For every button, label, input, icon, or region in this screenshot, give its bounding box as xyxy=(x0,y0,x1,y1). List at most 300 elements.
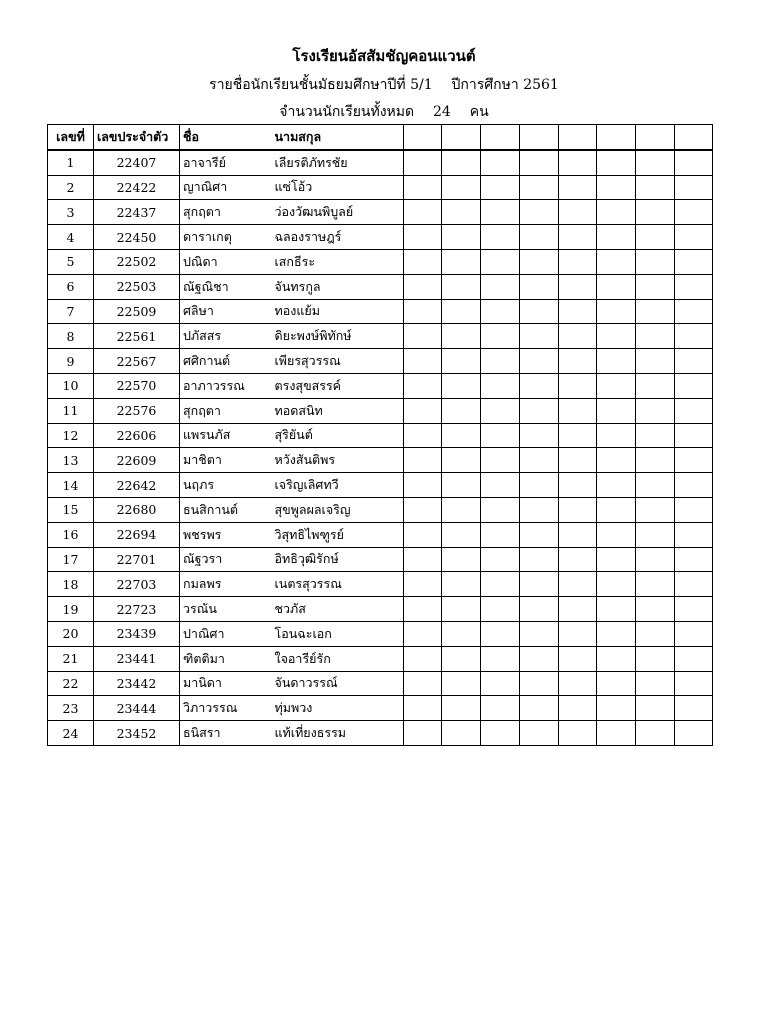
blank-cell xyxy=(675,646,713,671)
blank-cell xyxy=(636,522,675,547)
blank-cell xyxy=(597,646,636,671)
header-blank-cell xyxy=(404,125,442,150)
row-student-id: 22694 xyxy=(94,522,180,547)
blank-cell xyxy=(559,597,597,622)
blank-cell xyxy=(636,398,675,423)
blank-cell xyxy=(559,249,597,274)
class-level: 5/1 xyxy=(410,77,433,93)
table-row xyxy=(48,200,713,225)
blank-cell xyxy=(442,150,481,175)
blank-cell xyxy=(481,473,520,498)
blank-cell xyxy=(675,249,713,274)
blank-cell xyxy=(442,473,481,498)
blank-cell xyxy=(559,423,597,448)
blank-cell xyxy=(636,175,675,200)
row-first-name: วิภาวรรณ xyxy=(180,696,272,721)
blank-cell xyxy=(559,696,597,721)
row-last-name: โอนฉะเอก xyxy=(272,621,404,646)
table-row xyxy=(48,324,713,349)
row-first-name: ญาณิศา xyxy=(180,175,272,200)
blank-cell xyxy=(636,646,675,671)
blank-cell xyxy=(404,225,442,250)
blank-cell xyxy=(404,522,442,547)
header-blank-cell xyxy=(520,125,559,150)
blank-cell xyxy=(481,200,520,225)
blank-cell xyxy=(404,572,442,597)
count-unit: คน xyxy=(469,104,489,120)
row-first-name: ฑิตติมา xyxy=(180,646,272,671)
table-row xyxy=(48,349,713,374)
blank-cell xyxy=(520,522,559,547)
blank-cell xyxy=(520,597,559,622)
table-row xyxy=(48,274,713,299)
table-row xyxy=(48,597,713,622)
row-first-name: ดาราเกตุ xyxy=(180,225,272,250)
blank-cell xyxy=(481,225,520,250)
header-blank-cell xyxy=(636,125,675,150)
blank-cell xyxy=(520,473,559,498)
blank-cell xyxy=(559,547,597,572)
row-last-name: เลียรติภัทรชัย xyxy=(272,150,404,175)
blank-cell xyxy=(404,373,442,398)
blank-cell xyxy=(481,423,520,448)
blank-cell xyxy=(520,572,559,597)
header-blank-cell xyxy=(597,125,636,150)
blank-cell xyxy=(675,150,713,175)
blank-cell xyxy=(481,721,520,746)
blank-cell xyxy=(520,249,559,274)
row-number: 8 xyxy=(48,324,94,349)
row-student-id: 23452 xyxy=(94,721,180,746)
table-row xyxy=(48,150,713,175)
row-number: 3 xyxy=(48,200,94,225)
row-last-name: เนตรสุวรรณ xyxy=(272,572,404,597)
blank-cell xyxy=(520,324,559,349)
row-last-name: ใจอารีย์รัก xyxy=(272,646,404,671)
blank-cell xyxy=(520,398,559,423)
row-number: 22 xyxy=(48,671,94,696)
blank-cell xyxy=(404,597,442,622)
table-row xyxy=(48,572,713,597)
blank-cell xyxy=(404,299,442,324)
blank-cell xyxy=(442,696,481,721)
row-number: 13 xyxy=(48,448,94,473)
blank-cell xyxy=(404,721,442,746)
row-first-name: มาชิตา xyxy=(180,448,272,473)
row-last-name: เสกธีระ xyxy=(272,249,404,274)
blank-cell xyxy=(675,448,713,473)
row-number: 19 xyxy=(48,597,94,622)
blank-cell xyxy=(442,597,481,622)
blank-cell xyxy=(675,324,713,349)
blank-cell xyxy=(675,497,713,522)
blank-cell xyxy=(481,671,520,696)
blank-cell xyxy=(675,621,713,646)
blank-cell xyxy=(404,324,442,349)
blank-cell xyxy=(675,597,713,622)
row-student-id: 22503 xyxy=(94,274,180,299)
row-last-name: สุริยันต์ xyxy=(272,423,404,448)
blank-cell xyxy=(675,349,713,374)
table-row xyxy=(48,621,713,646)
row-number: 10 xyxy=(48,373,94,398)
table-row xyxy=(48,671,713,696)
blank-cell xyxy=(520,696,559,721)
blank-cell xyxy=(520,497,559,522)
header-number: เลขที่ xyxy=(48,125,94,150)
school-name: โรงเรียนอัสสัมชัญคอนแวนต์ xyxy=(292,47,476,65)
row-number: 14 xyxy=(48,473,94,498)
blank-cell xyxy=(636,324,675,349)
row-student-id: 22561 xyxy=(94,324,180,349)
header-student-id: เลขประจำตัว xyxy=(94,125,180,150)
blank-cell xyxy=(442,621,481,646)
header-last-name: นามสกุล xyxy=(272,125,404,150)
blank-cell xyxy=(404,696,442,721)
row-number: 16 xyxy=(48,522,94,547)
row-last-name: แซ่โอ้ว xyxy=(272,175,404,200)
row-first-name: ณัฐวรา xyxy=(180,547,272,572)
row-last-name: ทองแย้ม xyxy=(272,299,404,324)
blank-cell xyxy=(404,423,442,448)
blank-cell xyxy=(481,398,520,423)
row-student-id: 22502 xyxy=(94,249,180,274)
blank-cell xyxy=(675,299,713,324)
blank-cell xyxy=(559,299,597,324)
row-last-name: แท้เที่ยงธรรม xyxy=(272,721,404,746)
blank-cell xyxy=(481,175,520,200)
table-row xyxy=(48,497,713,522)
table-row xyxy=(48,522,713,547)
table-row xyxy=(48,373,713,398)
blank-cell xyxy=(404,473,442,498)
blank-cell xyxy=(559,621,597,646)
blank-cell xyxy=(442,721,481,746)
blank-cell xyxy=(636,721,675,746)
row-number: 1 xyxy=(48,150,94,175)
row-student-id: 22570 xyxy=(94,373,180,398)
blank-cell xyxy=(442,423,481,448)
blank-cell xyxy=(404,398,442,423)
blank-cell xyxy=(404,547,442,572)
blank-cell xyxy=(675,200,713,225)
blank-cell xyxy=(559,646,597,671)
row-student-id: 23442 xyxy=(94,671,180,696)
blank-cell xyxy=(559,150,597,175)
row-number: 18 xyxy=(48,572,94,597)
blank-cell xyxy=(559,200,597,225)
row-last-name: จันทรกูล xyxy=(272,274,404,299)
blank-cell xyxy=(597,175,636,200)
blank-cell xyxy=(636,349,675,374)
blank-cell xyxy=(559,349,597,374)
blank-cell xyxy=(636,423,675,448)
row-number: 7 xyxy=(48,299,94,324)
blank-cell xyxy=(675,473,713,498)
blank-cell xyxy=(597,448,636,473)
row-last-name: ทุ่มพวง xyxy=(272,696,404,721)
blank-cell xyxy=(442,547,481,572)
blank-cell xyxy=(442,299,481,324)
blank-cell xyxy=(520,349,559,374)
header-blank-cell xyxy=(675,125,713,150)
row-first-name: อาภาวรรณ xyxy=(180,373,272,398)
blank-cell xyxy=(442,349,481,374)
blank-cell xyxy=(559,671,597,696)
blank-cell xyxy=(559,274,597,299)
row-number: 11 xyxy=(48,398,94,423)
table-row xyxy=(48,721,713,746)
blank-cell xyxy=(442,497,481,522)
blank-cell xyxy=(597,349,636,374)
row-first-name: ปณิดา xyxy=(180,249,272,274)
row-first-name: ปาณิศา xyxy=(180,621,272,646)
blank-cell xyxy=(481,150,520,175)
row-student-id: 22680 xyxy=(94,497,180,522)
row-last-name: ทอดสนิท xyxy=(272,398,404,423)
class-title xyxy=(0,74,768,96)
row-number: 2 xyxy=(48,175,94,200)
row-student-id: 22576 xyxy=(94,398,180,423)
blank-cell xyxy=(442,373,481,398)
blank-cell xyxy=(675,373,713,398)
table-row xyxy=(48,448,713,473)
blank-cell xyxy=(636,572,675,597)
row-student-id: 23439 xyxy=(94,621,180,646)
blank-cell xyxy=(481,696,520,721)
blank-cell xyxy=(597,274,636,299)
header-first-name: ชื่อ xyxy=(180,125,272,150)
blank-cell xyxy=(481,274,520,299)
blank-cell xyxy=(481,299,520,324)
blank-cell xyxy=(597,249,636,274)
blank-cell xyxy=(520,175,559,200)
blank-cell xyxy=(636,497,675,522)
blank-cell xyxy=(559,473,597,498)
row-student-id: 22567 xyxy=(94,349,180,374)
blank-cell xyxy=(481,249,520,274)
row-student-id: 22606 xyxy=(94,423,180,448)
row-student-id: 22422 xyxy=(94,175,180,200)
row-student-id: 22723 xyxy=(94,597,180,622)
row-first-name: พชรพร xyxy=(180,522,272,547)
blank-cell xyxy=(520,547,559,572)
row-student-id: 22437 xyxy=(94,200,180,225)
row-last-name: ตรงสุขสรรค์ xyxy=(272,373,404,398)
row-first-name: ปภัสสร xyxy=(180,324,272,349)
row-number: 23 xyxy=(48,696,94,721)
blank-cell xyxy=(442,200,481,225)
row-last-name: ฉลองราษฎร์ xyxy=(272,225,404,250)
row-last-name: หวังสันติพร xyxy=(272,448,404,473)
blank-cell xyxy=(481,646,520,671)
row-first-name: สุกฤตา xyxy=(180,398,272,423)
blank-cell xyxy=(404,621,442,646)
blank-cell xyxy=(559,572,597,597)
header-blank-cell xyxy=(481,125,520,150)
row-student-id: 22407 xyxy=(94,150,180,175)
blank-cell xyxy=(442,572,481,597)
blank-cell xyxy=(675,175,713,200)
blank-cell xyxy=(559,398,597,423)
blank-cell xyxy=(520,448,559,473)
row-first-name: ศศิกานต์ xyxy=(180,349,272,374)
blank-cell xyxy=(597,473,636,498)
blank-cell xyxy=(481,572,520,597)
blank-cell xyxy=(597,423,636,448)
row-student-id: 22703 xyxy=(94,572,180,597)
blank-cell xyxy=(481,448,520,473)
blank-cell xyxy=(636,200,675,225)
row-first-name: ศลิษา xyxy=(180,299,272,324)
blank-cell xyxy=(442,249,481,274)
blank-cell xyxy=(597,522,636,547)
blank-cell xyxy=(597,696,636,721)
blank-cell xyxy=(636,299,675,324)
blank-cell xyxy=(636,621,675,646)
row-first-name: กมลพร xyxy=(180,572,272,597)
blank-cell xyxy=(442,646,481,671)
blank-cell xyxy=(636,249,675,274)
table-row xyxy=(48,473,713,498)
table-body xyxy=(48,150,713,746)
blank-cell xyxy=(520,423,559,448)
row-first-name: อาจารีย์ xyxy=(180,150,272,175)
blank-cell xyxy=(520,225,559,250)
row-student-id: 22642 xyxy=(94,473,180,498)
blank-cell xyxy=(636,597,675,622)
row-number: 21 xyxy=(48,646,94,671)
academic-year: 2561 xyxy=(523,77,559,93)
table-row xyxy=(48,423,713,448)
blank-cell xyxy=(636,274,675,299)
row-number: 24 xyxy=(48,721,94,746)
blank-cell xyxy=(636,150,675,175)
blank-cell xyxy=(442,448,481,473)
blank-cell xyxy=(559,448,597,473)
table-row xyxy=(48,696,713,721)
row-student-id: 22509 xyxy=(94,299,180,324)
row-last-name: สุขพูลผลเจริญ xyxy=(272,497,404,522)
blank-cell xyxy=(442,522,481,547)
table-row xyxy=(48,225,713,250)
row-first-name: นฤภร xyxy=(180,473,272,498)
row-last-name: เพียรสุวรรณ xyxy=(272,349,404,374)
table-row xyxy=(48,299,713,324)
blank-cell xyxy=(520,671,559,696)
blank-cell xyxy=(481,373,520,398)
blank-cell xyxy=(520,621,559,646)
row-last-name: วิสุทธิไพฑูรย์ xyxy=(272,522,404,547)
row-first-name: แพรนภัส xyxy=(180,423,272,448)
blank-cell xyxy=(636,448,675,473)
row-number: 20 xyxy=(48,621,94,646)
blank-cell xyxy=(675,721,713,746)
blank-cell xyxy=(597,299,636,324)
blank-cell xyxy=(597,597,636,622)
row-first-name: มานิดา xyxy=(180,671,272,696)
blank-cell xyxy=(559,497,597,522)
row-first-name: วรณัน xyxy=(180,597,272,622)
student-count: 24 xyxy=(433,104,451,120)
blank-cell xyxy=(442,398,481,423)
blank-cell xyxy=(559,175,597,200)
row-last-name: เจริญเลิศทวี xyxy=(272,473,404,498)
row-student-id: 22609 xyxy=(94,448,180,473)
row-first-name: ธนสิกานต์ xyxy=(180,497,272,522)
row-first-name: ธนิสรา xyxy=(180,721,272,746)
row-last-name: อิทธิวุฒิรักษ์ xyxy=(272,547,404,572)
blank-cell xyxy=(597,497,636,522)
table-row xyxy=(48,547,713,572)
header-blank-cell xyxy=(559,125,597,150)
blank-cell xyxy=(636,473,675,498)
blank-cell xyxy=(597,373,636,398)
table-header-row xyxy=(48,125,713,150)
row-number: 4 xyxy=(48,225,94,250)
blank-cell xyxy=(559,225,597,250)
blank-cell xyxy=(481,497,520,522)
row-student-id: 22701 xyxy=(94,547,180,572)
blank-cell xyxy=(675,671,713,696)
blank-cell xyxy=(559,522,597,547)
student-roster-table xyxy=(47,124,713,746)
blank-cell xyxy=(675,547,713,572)
blank-cell xyxy=(404,497,442,522)
blank-cell xyxy=(675,225,713,250)
blank-cell xyxy=(520,200,559,225)
blank-cell xyxy=(481,621,520,646)
header-blank-cell xyxy=(442,125,481,150)
blank-cell xyxy=(442,324,481,349)
blank-cell xyxy=(442,671,481,696)
blank-cell xyxy=(675,572,713,597)
class-prefix: รายชื่อนักเรียนชั้นมัธยมศึกษาปีที่ xyxy=(209,77,406,93)
row-number: 17 xyxy=(48,547,94,572)
blank-cell xyxy=(520,150,559,175)
blank-cell xyxy=(520,721,559,746)
blank-cell xyxy=(481,324,520,349)
blank-cell xyxy=(404,150,442,175)
table-row xyxy=(48,398,713,423)
blank-cell xyxy=(520,646,559,671)
row-number: 12 xyxy=(48,423,94,448)
blank-cell xyxy=(442,225,481,250)
row-student-id: 23441 xyxy=(94,646,180,671)
blank-cell xyxy=(675,274,713,299)
blank-cell xyxy=(481,349,520,374)
blank-cell xyxy=(597,671,636,696)
row-student-id: 23444 xyxy=(94,696,180,721)
blank-cell xyxy=(481,597,520,622)
row-student-id: 22450 xyxy=(94,225,180,250)
row-number: 5 xyxy=(48,249,94,274)
blank-cell xyxy=(404,175,442,200)
blank-cell xyxy=(520,274,559,299)
blank-cell xyxy=(597,150,636,175)
blank-cell xyxy=(520,299,559,324)
blank-cell xyxy=(520,373,559,398)
count-prefix: จำนวนนักเรียนทั้งหมด xyxy=(279,104,415,120)
table-row xyxy=(48,175,713,200)
blank-cell xyxy=(636,373,675,398)
row-last-name: ว่องวัฒนพิบูลย์ xyxy=(272,200,404,225)
blank-cell xyxy=(481,547,520,572)
blank-cell xyxy=(636,671,675,696)
blank-cell xyxy=(404,274,442,299)
blank-cell xyxy=(404,349,442,374)
blank-cell xyxy=(404,646,442,671)
